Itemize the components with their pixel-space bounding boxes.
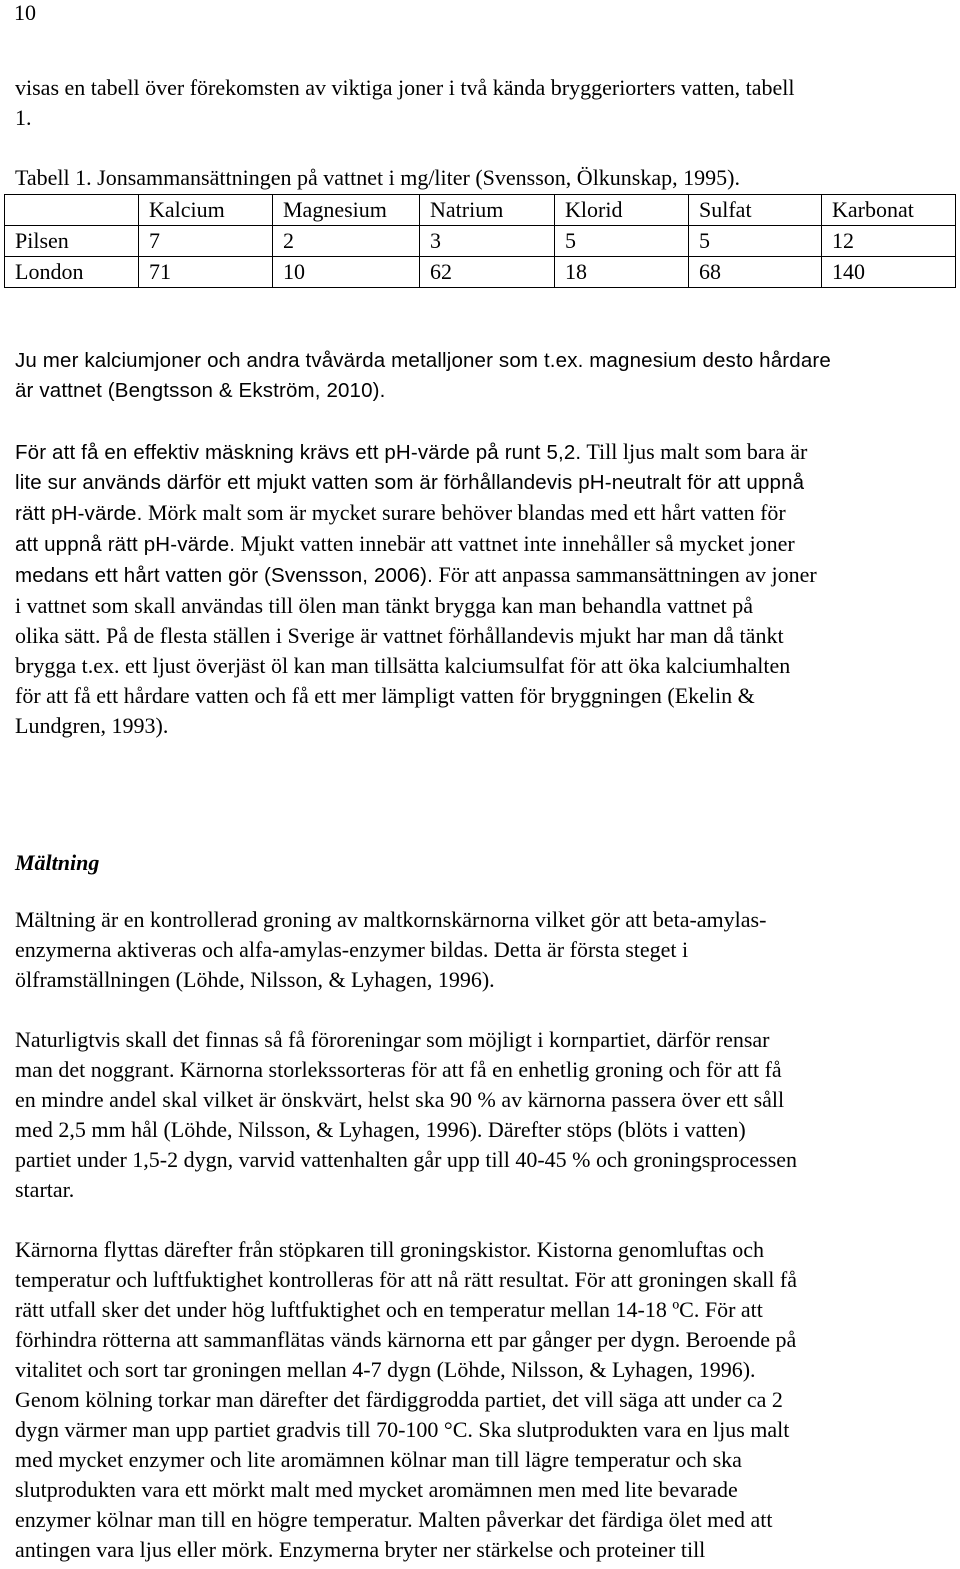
table-header-cell: Sulfat — [689, 195, 822, 226]
table-cell: 68 — [689, 257, 822, 288]
text-line: med mycket enzymer och lite aromämnen kölnar man till lägre temperatur och ska — [15, 1447, 742, 1472]
malting-paragraph-3 — [15, 1235, 950, 1565]
text-line: vitalitet och sort tar groningen mellan 4-7 dygn (Löhde, Nilsson, & Lyhagen, 1996). — [15, 1357, 756, 1382]
text-line — [15, 529, 950, 560]
malting-paragraph-2 — [15, 1025, 950, 1205]
section-heading: Mältning — [15, 850, 100, 875]
table-header-cell: Magnesium — [273, 195, 420, 226]
intro-paragraph — [15, 73, 950, 133]
text-segment: Mörk malt som är mycket surare behöver blandas med ett hårt vatten för — [142, 500, 786, 525]
table-cell: Pilsen — [5, 226, 139, 257]
text-line: är vattnet (Bengtsson & Ekström, 2010). — [15, 379, 386, 402]
table-header-cell — [5, 195, 139, 226]
table-cell: 5 — [689, 226, 822, 257]
text-segment: För att anpassa sammansättningen av joner — [432, 562, 817, 587]
text-line: ölframställningen (Löhde, Nilsson, & Lyhagen, 1996). — [15, 967, 495, 992]
table-caption-text: Tabell 1. Jonsammansättningen på vattnet i mg/liter (Svensson, Ölkunskap, 1995). — [15, 165, 740, 190]
table-row — [5, 226, 956, 257]
ion-table — [4, 194, 956, 288]
text-line — [15, 560, 950, 591]
table-header-cell: Natrium — [420, 195, 555, 226]
text-segment: medans ett hårt vatten gör (Svensson, 2006). — [15, 564, 433, 587]
text-line: visas en tabell över förekomsten av viktiga joner i två kända bryggeriorters vatten, tabell — [15, 75, 795, 100]
table-cell: 62 — [420, 257, 555, 288]
malting-paragraph-1 — [15, 905, 950, 995]
page-number: 10 — [14, 0, 36, 25]
text-line: Kärnorna flyttas därefter från stöpkaren till groningskistor. Kistorna genomluftas och — [15, 1237, 765, 1262]
text-line: i vattnet som skall användas till ölen man tänkt brygga kan man behandla vattnet på — [15, 593, 754, 618]
table-header-cell: Klorid — [555, 195, 689, 226]
table-cell: 71 — [139, 257, 273, 288]
text-segment: Till ljus malt som bara är — [581, 439, 808, 464]
text-line: Lundgren, 1993). — [15, 713, 169, 738]
text-line: Mältning är en kontrollerad groning av maltkornskärnorna vilket gör att beta-amylas- — [15, 907, 767, 932]
table-cell: 12 — [822, 226, 956, 257]
table-header-cell: Kalcium — [139, 195, 273, 226]
text-line: enzymerna aktiveras och alfa-amylas-enzymer bildas. Detta är första steget i — [15, 937, 689, 962]
table-cell: 3 — [420, 226, 555, 257]
text-line: partiet under 1,5-2 dygn, varvid vattenhalten går upp till 40-45 % och groningsprocessen — [15, 1147, 798, 1172]
text-segment: att uppnå rätt pH-värde. — [15, 533, 236, 556]
table-cell: 10 — [273, 257, 420, 288]
text-line: Ju mer kalciumjoner och andra tvåvärda metalljoner som t.ex. magnesium desto hårdare — [15, 349, 831, 372]
table-cell: 18 — [555, 257, 689, 288]
table-cell: 7 — [139, 226, 273, 257]
hardness-paragraph — [15, 346, 950, 406]
text-segment: rätt pH-värde. — [15, 502, 143, 525]
text-line: man det noggrant. Kärnorna storlekssorteras för att få en enhetlig groning och för att få — [15, 1057, 782, 1082]
text-line: Naturligtvis skall det finnas så få föroreningar som möjligt i kornpartiet, därför rensar — [15, 1027, 770, 1052]
text-line: rätt utfall sker det under hög luftfuktighet och en temperatur mellan 14-18 ºC. För att — [15, 1297, 763, 1322]
text-segment: Mjukt vatten innebär att vattnet inte innehåller så mycket joner — [235, 531, 795, 556]
table-cell: 5 — [555, 226, 689, 257]
table-header-row — [5, 195, 956, 226]
table-header-cell: Karbonat — [822, 195, 956, 226]
text-line: för att få ett hårdare vatten och få ett mer lämpligt vatten för bryggningen (Ekelin & — [15, 683, 755, 708]
text-line: dygn värmer man upp partiet gradvis till 70-100 °C. Ska slutprodukten vara en ljus malt — [15, 1417, 790, 1442]
text-line: 1. — [15, 105, 32, 130]
text-line: brygga t.ex. ett ljust överjäst öl kan man tillsätta kalciumsulfat för att öka kalciumhalten — [15, 653, 791, 678]
text-line: temperatur och luftfuktighet kontrolleras för att nå rätt resultat. För att groningen skall få — [15, 1267, 797, 1292]
text-line: startar. — [15, 1177, 75, 1202]
table-cell: 2 — [273, 226, 420, 257]
text-line: med 2,5 mm hål (Löhde, Nilsson, & Lyhagen, 1996). Därefter stöps (blöts i vatten) — [15, 1117, 746, 1142]
text-line: lite sur används därför ett mjukt vatten som är förhållandevis pH-neutralt för att uppnå — [15, 471, 805, 494]
ph-paragraph — [15, 437, 950, 741]
text-line: förhindra rötterna att sammanflätas vänds kärnorna ett par gånger per dygn. Beroende på — [15, 1327, 797, 1352]
text-line — [15, 437, 950, 468]
text-line: en mindre andel skal vilket är önskvärt, helst ska 90 % av kärnorna passera över ett såll — [15, 1087, 785, 1112]
table-row — [5, 257, 956, 288]
text-line: antingen vara ljus eller mörk. Enzymerna bryter ner stärkelse och proteiner till — [15, 1537, 706, 1562]
text-line: slutprodukten vara ett mörkt malt med mycket aromämnen men med lite bevarade — [15, 1477, 738, 1502]
table-cell: 140 — [822, 257, 956, 288]
table-cell: London — [5, 257, 139, 288]
text-line: Genom kölning torkar man därefter det färdiggrodda partiet, det vill säga att under ca 2 — [15, 1387, 783, 1412]
text-line — [15, 498, 950, 529]
text-segment: För att få en effektiv mäskning krävs ett pH-värde på runt 5,2. — [15, 441, 582, 464]
table-caption — [15, 163, 950, 193]
text-line: enzymer kölnar man till en högre temperatur. Malten påverkar det färdiga ölet med att — [15, 1507, 773, 1532]
text-line: olika sätt. På de flesta ställen i Sverige är vattnet förhållandevis mjukt har man då tänkt — [15, 623, 784, 648]
